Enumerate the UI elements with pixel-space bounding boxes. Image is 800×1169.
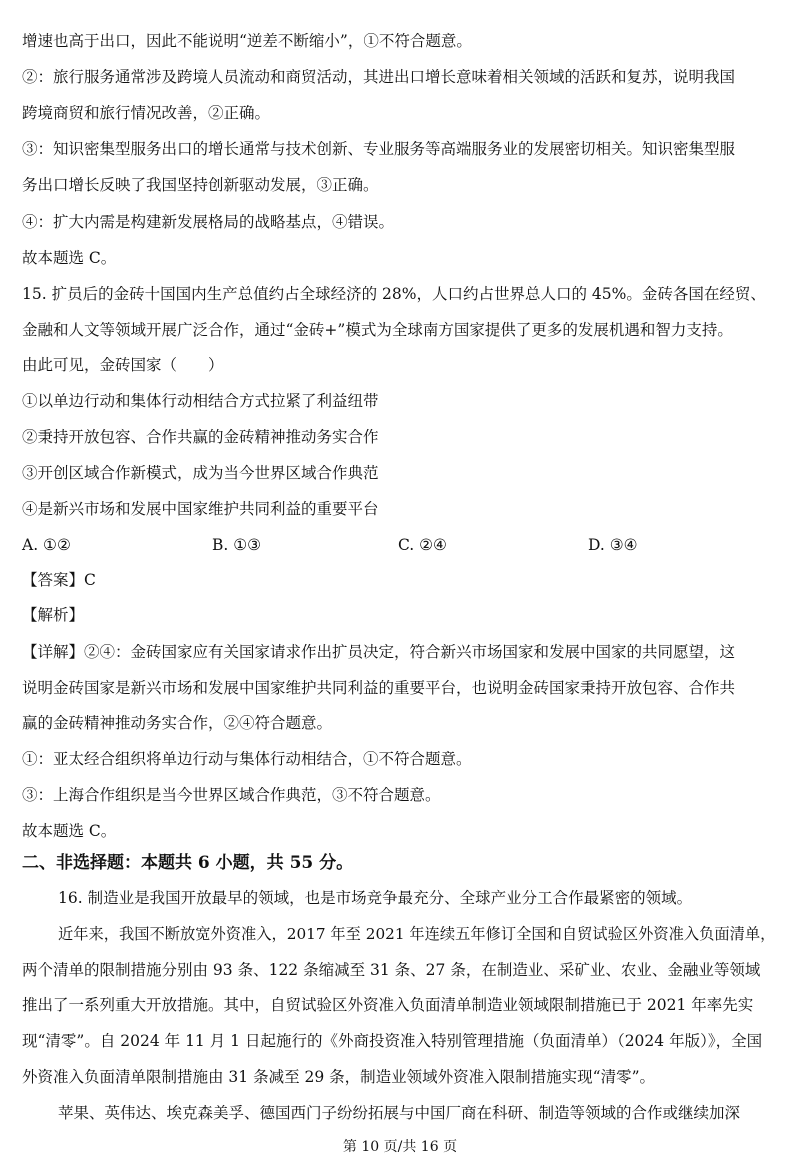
q16-para1-line-4: 现“清零”。自 2024 年 11 月 1 日起施行的《外商投资准入特别管理措施（负面清单）（2024 年版）》，全国 (22, 1032, 763, 1050)
q15-analysis-label: 【解析】 (22, 606, 85, 624)
q15-detail-line-5: ③：上海合作组织是当今世界区域合作典范，③不符合题意。 (22, 786, 441, 804)
q16-para1-line-2: 两个清单的限制措施分别由 93 条、122 条缩减至 31 条、27 条，在制造业、采矿业、农业、金融业等领域 (22, 961, 761, 979)
q15-detail-line-4: ①：亚太经合组织将单边行动与集体行动相结合，①不符合题意。 (22, 750, 472, 768)
prev-analysis-line-4: ③：知识密集型服务出口的增长通常与技术创新、专业服务等高端服务业的发展密切相关。知识密集型服 (22, 140, 736, 158)
q15-option-d: D. ③④ (588, 536, 638, 554)
q15-statement-4: ④是新兴市场和发展中国家维护共同利益的重要平台 (22, 500, 379, 518)
prev-analysis-line-6: ④：扩大内需是构建新发展格局的战略基点，④错误。 (22, 213, 395, 231)
q15-detail-line-1: 【详解】②④：金砖国家应有关国家请求作出扩员决定，符合新兴市场国家和发展中国家的共同愿望，这 (22, 643, 736, 661)
q15-stem-line-1: 15. 扩员后的金砖十国国内生产总值约占全球经济的 28%，人口约占世界总人口的 45%。金砖各国在经贸、 (22, 285, 766, 303)
prev-analysis-line-1: 增速也高于出口，因此不能说明“逆差不断缩小”，①不符合题意。 (22, 32, 472, 50)
q15-detail-line-2: 说明金砖国家是新兴市场和发展中国家维护共同利益的重要平台，也说明金砖国家秉持开放包容、合作共 (22, 679, 736, 697)
q15-option-c: C. ②④ (398, 536, 447, 554)
q16-para1-line-1: 近年来，我国不断放宽外资准入，2017 年至 2021 年连续五年修订全国和自贸试验区外资准入负面清单， (58, 925, 776, 943)
q15-statement-1: ①以单边行动和集体行动相结合方式拉紧了利益纽带 (22, 392, 379, 410)
q15-stem-line-3: 由此可见，金砖国家（ ） (22, 356, 224, 374)
section-heading: 二、非选择题：本题共 6 小题，共 55 分。 (22, 853, 354, 873)
q16-para1-line-5: 外资准入负面清单限制措施由 31 条减至 29 条，制造业领域外资准入限制措施实现“清零”。 (22, 1068, 656, 1086)
q15-stem-line-2: 金融和人文等领域开展广泛合作，通过“金砖+”模式为全球南方国家提供了更多的发展机遇和智力支持。 (22, 321, 733, 339)
q16-intro: 16. 制造业是我国开放最早的领域，也是市场竞争最充分、全球产业分工合作最紧密的领域。 (58, 889, 693, 907)
q16-para1-line-3: 推出了一系列重大开放措施。其中，自贸试验区外资准入负面清单制造业领域限制措施已于 2021 年率先实 (22, 996, 754, 1014)
q15-option-a: A. ①② (22, 536, 71, 554)
q15-conclusion: 故本题选 C。 (22, 822, 117, 840)
prev-conclusion: 故本题选 C。 (22, 249, 117, 267)
prev-analysis-line-2: ②：旅行服务通常涉及跨境人员流动和商贸活动，其进出口增长意味着相关领域的活跃和复苏，说明我国 (22, 68, 736, 86)
q15-statement-2: ②秉持开放包容、合作共赢的金砖精神推动务实合作 (22, 428, 379, 446)
q15-detail-line-3: 赢的金砖精神推动务实合作，②④符合题意。 (22, 714, 333, 732)
prev-analysis-line-5: 务出口增长反映了我国坚持创新驱动发展，③正确。 (22, 176, 379, 194)
prev-analysis-line-3: 跨境商贸和旅行情况改善，②正确。 (22, 104, 271, 122)
page-number: 第 10 页/共 16 页 (342, 1139, 458, 1155)
q15-answer: 【答案】C (22, 571, 96, 589)
q15-option-b: B. ①③ (212, 536, 262, 554)
q16-para2-line-1: 苹果、英伟达、埃克森美孚、德国西门子纷纷拓展与中国厂商在科研、制造等领域的合作或继续加深 (58, 1104, 741, 1122)
q15-statement-3: ③开创区域合作新模式，成为当今世界区域合作典范 (22, 464, 379, 482)
